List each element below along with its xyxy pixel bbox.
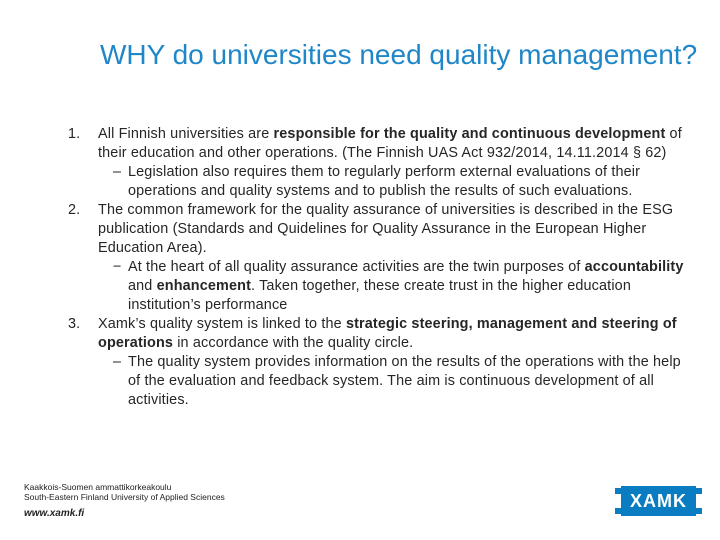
sub-item-bold-text: enhancement (156, 278, 252, 294)
list-item-2 (42, 201, 692, 258)
item-text: of their education and other operations. (The Finnish UAS Act 932/2014, 14.11.2014 § 62) (98, 126, 682, 161)
item-bold-text: responsible for the quality and continuous development (273, 126, 666, 142)
sub-bullet: − (113, 259, 122, 275)
slide-body (42, 125, 692, 410)
item-text: All Finnish universities are (98, 126, 274, 142)
sub-bullet: – (113, 354, 122, 370)
item-text: Xamk’s quality system is linked to the (98, 316, 346, 332)
logo-corner-mark (696, 488, 702, 494)
xamk-logo: XAMK (621, 486, 696, 516)
list-number: 1. (68, 126, 81, 142)
footer-name-en: South-Eastern Finland University of Applied Sciences (24, 492, 225, 502)
footer-institution (24, 482, 225, 502)
list-number: 2. (68, 202, 81, 218)
sub-item-3 (42, 353, 692, 410)
logo-corner-mark (615, 508, 621, 514)
sub-item-1 (42, 163, 692, 201)
slide-title: WHY do universities need quality management? (100, 39, 698, 70)
sub-item-text: The quality system provides information on the results of the operations with the help of the evaluation and feedback system. The aim is continuous development of all activities. (128, 354, 681, 408)
sub-item-text: Legislation also requires them to regularly perform external evaluations of their operations and quality systems and to publish the results of such evaluations. (128, 164, 641, 199)
sub-item-text: and (128, 278, 157, 294)
sub-bullet: – (113, 164, 122, 180)
sub-item-2 (42, 258, 692, 315)
list-number: 3. (68, 316, 81, 332)
list-item-1 (42, 125, 692, 163)
logo-corner-mark (696, 508, 702, 514)
item-text: in accordance with the quality circle. (173, 335, 414, 351)
footer-url: www.xamk.fi (24, 508, 85, 519)
item-text: The common framework for the quality assurance of universities is described in the ESG publication (Standards and Quidelines for Quality Assurance in the European Higher Education Area). (98, 202, 674, 256)
item-bold-text: strategic steering, management and steering of operations (98, 316, 677, 351)
sub-item-bold-text: accountability (584, 259, 684, 275)
list-item-3 (42, 315, 692, 353)
sub-item-text: At the heart of all quality assurance activities are the twin purposes of (128, 259, 585, 275)
sub-item-text: . Taken together, these create trust in the higher education institution’s performance (128, 278, 631, 313)
logo-corner-mark (615, 488, 621, 494)
footer-name-fi: Kaakkois-Suomen ammattikorkeakoulu (24, 482, 172, 492)
